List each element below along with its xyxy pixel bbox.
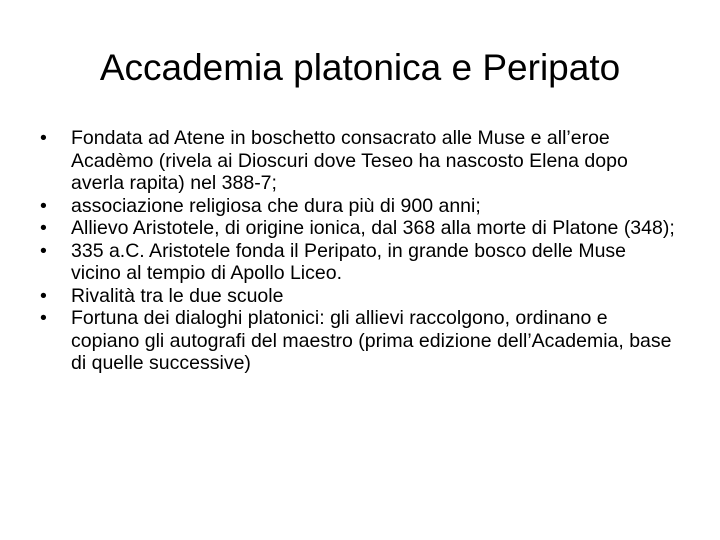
bullet-marker: •	[40, 194, 47, 217]
bullet-item	[40, 127, 680, 195]
bullet-marker: •	[40, 127, 47, 149]
bullet-text: Rivalità tra le due scuole	[71, 284, 284, 307]
bullet-text: Fondata ad Atene in boschetto consacrato alle Muse e all’eroe Acadèmo (rivela ai Dioscuri dove Teseo ha nascosto Elena dopo averla rapita) nel 388-7;	[71, 127, 628, 194]
bullet-item	[40, 307, 680, 375]
slide-title: Accademia platonica e Peripato	[99, 47, 621, 88]
bullet-text: Fortuna dei dialoghi platonici: gli allievi raccolgono, ordinano e copiano gli autografi del maestro (prima edizione dell’Academia, base di quelle successive)	[71, 307, 672, 374]
bullet-list	[40, 127, 680, 375]
bullet-marker: •	[40, 284, 47, 307]
bullet-text: 335 a.C. Aristotele fonda il Peripato, in grande bosco delle Muse vicino al tempio di Apollo Liceo.	[71, 239, 627, 284]
bullet-text: associazione religiosa che dura più di 900 anni;	[71, 194, 481, 217]
bullet-item	[40, 217, 680, 240]
bullet-item	[40, 240, 680, 285]
bullet-item	[40, 195, 680, 218]
bullet-marker: •	[40, 239, 47, 262]
bullet-text: Allievo Aristotele, di origine ionica, dal 368 alla morte di Platone (348);	[71, 217, 675, 239]
bullet-item	[40, 285, 680, 308]
bullet-marker: •	[40, 307, 47, 329]
bullet-marker: •	[40, 217, 47, 239]
